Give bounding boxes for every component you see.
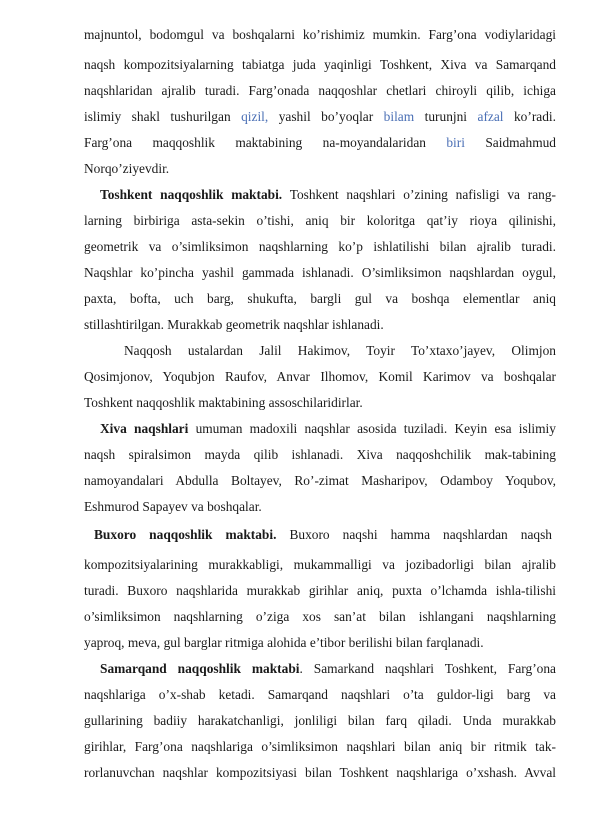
- paragraph-line: stillashtirilgan. Murakkab geometrik naqshlar ishlanadi.: [84, 317, 384, 332]
- text-run: . Samarkand naqshlari Toshkent, Farg’ona: [299, 661, 556, 676]
- highlighted-word: qizil,: [241, 109, 269, 124]
- text-run: ko’radi.: [503, 109, 556, 124]
- paragraph-line: o’simliksimon naqshlarning o’ziga xos san’at bilan ishlangani naqshlarning: [84, 609, 556, 624]
- paragraph-line: naqshlaridan ajralib turadi. Farg’onada naqqoshlar chetlari chiroyli qilib, ichiga: [84, 83, 556, 98]
- paragraph-line: kompozitsiyalarining murakkabligi, mukammalligi va jozibadorligi bilan ajralib: [84, 557, 556, 572]
- text-run: umuman madoxili naqshlar asosida tuziladi. Keyin esa islimiy: [188, 421, 556, 436]
- highlighted-word: afzal: [477, 109, 504, 124]
- section-heading-line: [100, 184, 556, 206]
- paragraph-line: namoyandalari Abdulla Boltayev, Ro’-zimat Masharipov, Odamboy Yoqubov,: [84, 473, 556, 488]
- paragraph-line: larning birbiriga asta-sekin o’tishi, aniq bir koloritga qat’iy rioya qilinishi,: [84, 213, 556, 228]
- section-heading: Xiva naqshlari: [100, 421, 189, 436]
- paragraph-line: Naqqosh ustalardan Jalil Hakimov, Toyir To’xtaxo’jayev, Olimjon: [124, 343, 556, 358]
- highlighted-word: biri: [446, 135, 465, 150]
- section-heading: Toshkent naqqoshlik maktabi.: [100, 187, 283, 202]
- text-run: Toshkent naqshlari o’zining nafisligi va rang-: [282, 187, 557, 202]
- paragraph-line: Toshkent naqqoshlik maktabining assoschilaridirlar.: [84, 395, 363, 410]
- paragraph-line: Naqshlar ko’pincha yashil gammada ishlanadi. O’simliksimon naqshlardan oygul,: [84, 265, 556, 280]
- paragraph-line: gullarining badiiy harakatchanligi, jonliligi bilan farq qiladi. Unda murakkab: [84, 713, 556, 728]
- section-heading: Buxoro naqqoshlik maktabi.: [94, 527, 277, 542]
- section-heading: Samarqand naqqoshlik maktabi: [100, 661, 300, 676]
- paragraph-line: Eshmurod Sapayev va boshqalar.: [84, 499, 262, 514]
- paragraph-line: naqsh kompozitsiyalarning tabiatga juda yaqinligi Toshkent, Xiva va Samarqand: [84, 57, 556, 72]
- paragraph-line: Norqo’ziyevdir.: [84, 161, 170, 176]
- paragraph-line: naqshlariga o’x-shab ketadi. Samarqand naqshlari o’ta guldor-ligi barg va: [84, 687, 556, 702]
- paragraph-line: turadi. Buxoro naqshlarida murakkab girihlar aniq, puxta o’lchamda ishla-tilishi: [84, 583, 556, 598]
- paragraph-line: rorlanuvchan naqshlar kompozitsiyasi bilan Toshkent naqshlariga o’xshash. Avval: [84, 765, 556, 780]
- paragraph-line: girihlar, Farg’ona naqshlariga o’simliksimon naqshlari bilan aniq bir ritmik tak-: [84, 739, 556, 754]
- paragraph-line: yaproq, meva, gul barglar ritmiga alohida e’tibor berilishi bilan farqlanadi.: [84, 635, 484, 650]
- text-run: islimiy shakl tushurilgan: [84, 109, 242, 124]
- paragraph-line: paxta, bofta, uch barg, shukufta, bargli gul va boshqa elementlar aniq: [84, 291, 556, 306]
- highlighted-word: bilam: [383, 109, 415, 124]
- text-run: Buxoro naqshi hamma naqshlardan naqsh: [276, 527, 552, 542]
- section-heading-line: [100, 658, 556, 680]
- text-run: Farg’ona maqqoshlik maktabining na-moyandalaridan: [84, 135, 447, 150]
- paragraph-line: geometrik va o’simliksimon naqshlarning ko’p ishlatilishi bilan ajralib turadi.: [84, 239, 556, 254]
- text-run: turunjni: [414, 109, 478, 124]
- section-heading-line: [94, 524, 552, 546]
- section-heading-line: [100, 418, 556, 440]
- paragraph-line: [84, 132, 556, 154]
- text-run: Saidmahmud: [464, 135, 557, 150]
- paragraph-line: naqsh spiralsimon mayda qilib ishlanadi. Xiva naqqoshchilik mak-tabining: [84, 447, 556, 462]
- text-run: yashil bo’yoqlar: [268, 109, 384, 124]
- paragraph-line: [84, 106, 556, 128]
- paragraph-line: majnuntol, bodomgul va boshqalarni ko’rishimiz mumkin. Farg’ona vodiylaridagi: [84, 27, 556, 42]
- paragraph-line: Qosimjonov, Yoqubjon Raufov, Anvar Ilhomov, Komil Karimov va boshqalar: [84, 369, 556, 384]
